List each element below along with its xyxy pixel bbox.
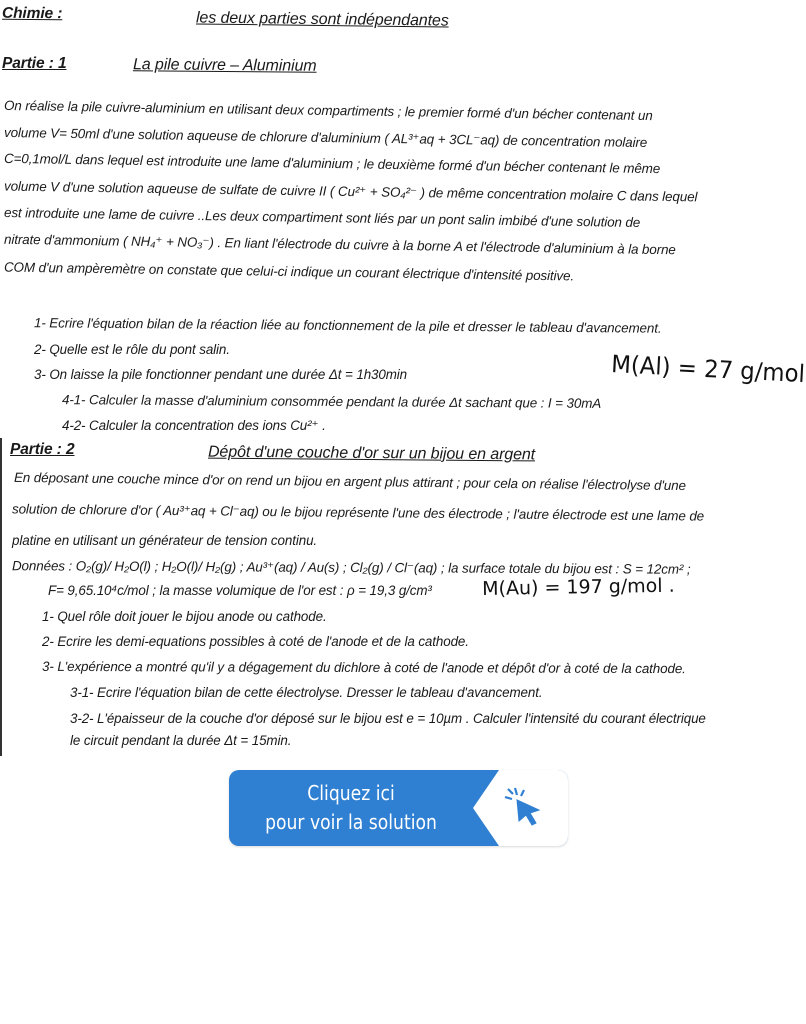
part1-title: La pile cuivre – Aluminium xyxy=(132,56,317,75)
donnees-line-2: F= 9,65.10⁴c/mol ; la masse volumique de l'or est : ρ = 19,3 g/cm³ xyxy=(48,583,432,598)
intro-line-4: volume V d'une solution aqueuse de sulfate de cuivre II ( Cu²⁺ + SO₄²⁻ ) de même concentration molaire C dans lequel xyxy=(3,178,698,205)
handwritten-mass-au: M(Au) = 197 g/mol . xyxy=(482,574,675,600)
part2-intro-1: En déposant une couche mince d'or on rend un bijou en argent plus attirant ; pour cela on réalise l'électrolyse d'une xyxy=(13,469,686,494)
q2-item-3: 3- L'expérience a montré qu'il y a dégagement du dichlore à coté de l'anode et dépôt d'or à coté de la cathode. xyxy=(41,658,686,677)
view-solution-button[interactable] xyxy=(229,770,568,846)
intro-line-3: C=0,1mol/L dans lequel est introduite une lame d'aluminium ; le deuxième formé d'un bécher contenant le même xyxy=(3,150,661,177)
cursor-click-icon xyxy=(473,770,568,846)
chimie-heading: Chimie : xyxy=(1,4,63,23)
q2-item-1: 1- Quel rôle doit jouer le bijou anode ou cathode. xyxy=(42,609,327,624)
q1-item-2: 2- Quelle est le rôle du pont salin. xyxy=(34,342,230,357)
q1-item-4-2: 4-2- Calculer la concentration des ions Cu²⁺ . xyxy=(62,418,326,433)
intro-formula-nh4: NH₄⁺ + NO₃⁻) xyxy=(130,233,214,251)
intro-line-5: est introduite une lame de cuivre ..Les deux compartiment sont liés par un pont salin imbibé d'une solution de xyxy=(3,205,641,230)
part2-title: Dépôt d'une couche d'or sur un bijou en argent xyxy=(207,443,536,464)
subtitle: les deux parties sont indépendantes xyxy=(195,9,449,30)
cta-icon-panel xyxy=(473,770,568,846)
part2-intro-2: solution de chlorure d'or ( Au³⁺aq + Cl⁻aq) ou le bijou représente l'une des électrode ; l'autre électrode est une lame de xyxy=(11,501,705,524)
intro-line-2: volume V= 50ml d'une solution aqueuse de chlorure d'aluminium ( AL³⁺aq + 3CL⁻aq) de concentration molaire xyxy=(3,124,648,151)
intro-line-6: nitrate d'ammonium ( NH₄⁺ + NO₃⁻) . En liant l'électrode du cuivre à la borne A et l'électrode d'aluminium à la borne xyxy=(3,231,676,258)
q2-item-2: 2- Ecrire les demi-equations possibles à coté de l'anode et de la cathode. xyxy=(42,634,469,649)
part2-label: Partie : 2 xyxy=(10,441,75,458)
view-solution-label: Cliquez ici pour voir la solution xyxy=(265,781,437,834)
intro-formula-al: AL³⁺aq + 3CL⁻aq) xyxy=(391,131,500,148)
handwritten-mass-al: M(Al) = 27 g/mol xyxy=(610,350,806,389)
q2-item-3-2: 3-2- L'épaisseur de la couche d'or déposé sur le bijou est e = 10µm . Calculer l'intensité du courant électrique xyxy=(70,711,706,726)
q1-item-4-1: 4-1- Calculer la masse d'aluminium consommée pendant la durée Δt sachant que : I = 30mA xyxy=(61,392,602,411)
part2-intro-3: platine en utilisant un générateur de tension continu. xyxy=(12,533,318,548)
q2-item-3-1: 3-1- Ecrire l'équation bilan de cette électrolyse. Dresser le tableau d'avancement. xyxy=(70,685,543,700)
part1-label: Partie : 1 xyxy=(2,55,67,72)
q1-item-3: 3- On laisse la pile fonctionner pendant une durée Δt = 1h30min xyxy=(34,367,408,382)
intro-formula-cu: Cu²⁺ + SO₄²⁻ ) xyxy=(337,183,426,201)
intro-line-1: On réalise la pile cuivre-aluminium en utilisant deux compartiments ; le premier formé d'un bécher contenant un xyxy=(3,97,653,124)
q2-item-3-2-cont: le circuit pendant la durée Δt = 15min. xyxy=(70,733,292,748)
q1-item-1: 1- Ecrire l'équation bilan de la réaction liée au fonctionnement de la pile et dresser le tableau d'avancement. xyxy=(33,315,662,336)
intro-line-7: COM d'un ampèremètre on constate que celui-ci indique un courant électrique d'intensité positive. xyxy=(3,259,575,284)
donnees-line-1: Données : O₂(g)/ H₂O(l) ; H₂O(l)/ H₂(g) ; Au³⁺(aq) / Au(s) ; Cl₂(g) / Cl⁻(aq) ; la surface totale du bijou est : S = 12cm² ; xyxy=(11,558,691,577)
left-margin-rule xyxy=(0,438,2,756)
